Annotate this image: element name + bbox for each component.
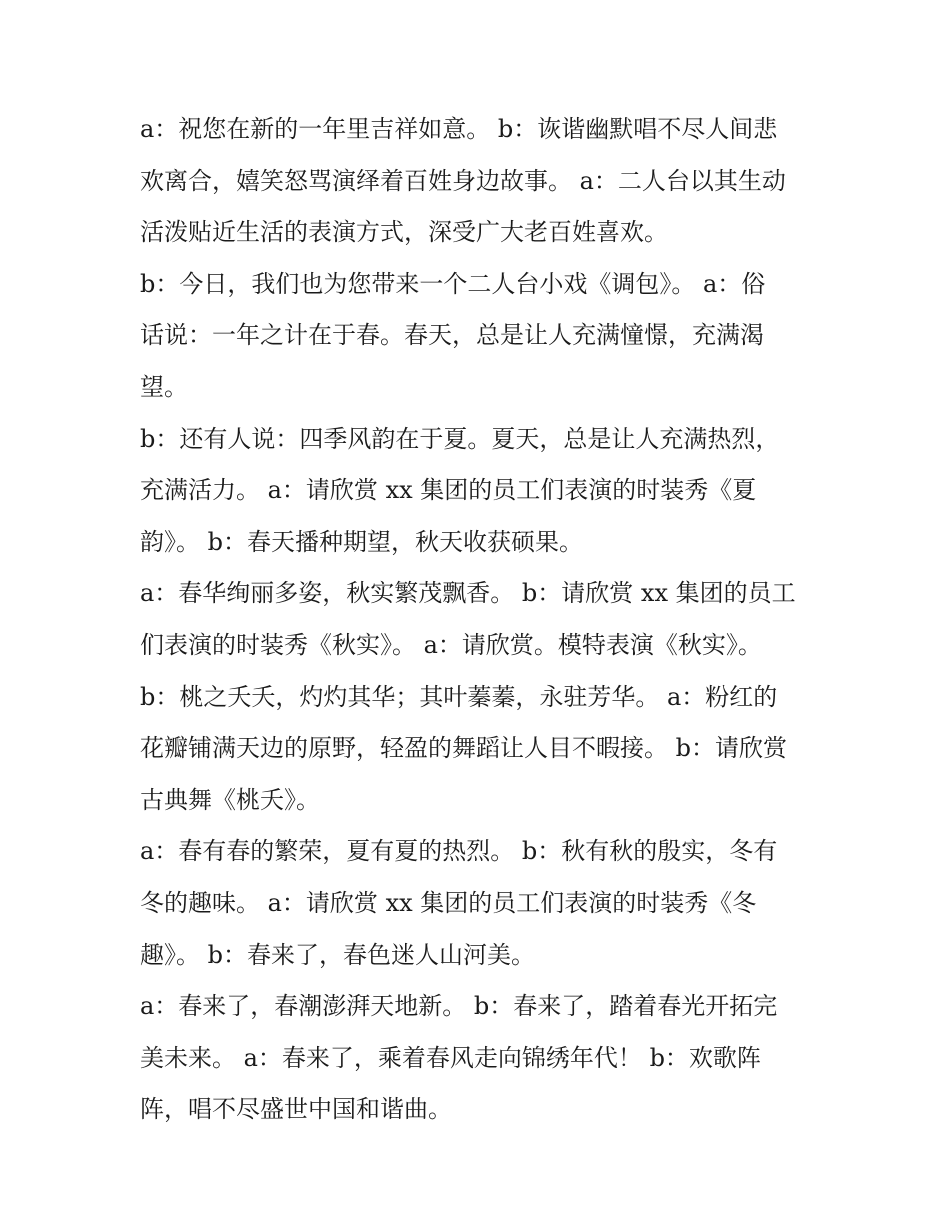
script-text [140, 104, 820, 1136]
text-line: 古典舞《桃夭》。 [140, 785, 320, 814]
text-line: b：桃之夭夭，灼灼其华；其叶蓁蓁，永驻芳华。 a：粉红的 [140, 682, 778, 711]
text-line: 趣》。 b：春来了，春色迷人山河美。 [140, 940, 535, 969]
text-line: b：还有人说：四季风韵在于夏。夏天，总是让人充满热烈， [140, 424, 780, 453]
text-line: a：春有春的繁荣，夏有夏的热烈。 b：秋有秋的殷实，冬有 [140, 837, 778, 866]
text-line: 花瓣铺满天边的原野，轻盈的舞蹈让人目不暇接。 b：请欣赏 [140, 734, 787, 763]
text-line: b：今日，我们也为您带来一个二人台小戏《调包》。 a：俗 [140, 269, 766, 298]
text-line: a：祝您在新的一年里吉祥如意。 b：诙谐幽默唱不尽人间悲 [140, 115, 778, 143]
text-line: 活泼贴近生活的表演方式，深受广大老百姓喜欢。 [140, 218, 668, 247]
text-line: 冬的趣味。 a：请欣赏 xx 集团的员工们表演的时装秀《冬 [140, 888, 757, 917]
text-line: 们表演的时装秀《秋实》。 a：请欣赏。模特表演《秋实》。 [140, 630, 762, 659]
text-line: 韵》。 b：春天播种期望，秋天收获硕果。 [140, 527, 583, 556]
text-line: 望。 [140, 372, 188, 401]
text-line: a：春华绚丽多姿，秋实繁茂飘香。 b：请欣赏 xx 集团的员工 [140, 579, 796, 608]
text-line: 话说：一年之计在于春。春天，总是让人充满憧憬，充满渴 [140, 321, 764, 350]
text-line: 美未来。 a：春来了，乘着春风走向锦绣年代！ b：欢歌阵 [140, 1043, 761, 1072]
text-line: 阵，唱不尽盛世中国和谐曲。 [140, 1095, 452, 1124]
text-line: a：春来了，春潮澎湃天地新。 b：春来了，踏着春光开拓完 [140, 992, 778, 1021]
text-line: 充满活力。 a：请欣赏 xx 集团的员工们表演的时装秀《夏 [140, 476, 757, 505]
text-line: 欢离合，嬉笑怒骂演绎着百姓身边故事。 a：二人台以其生动 [140, 166, 786, 195]
